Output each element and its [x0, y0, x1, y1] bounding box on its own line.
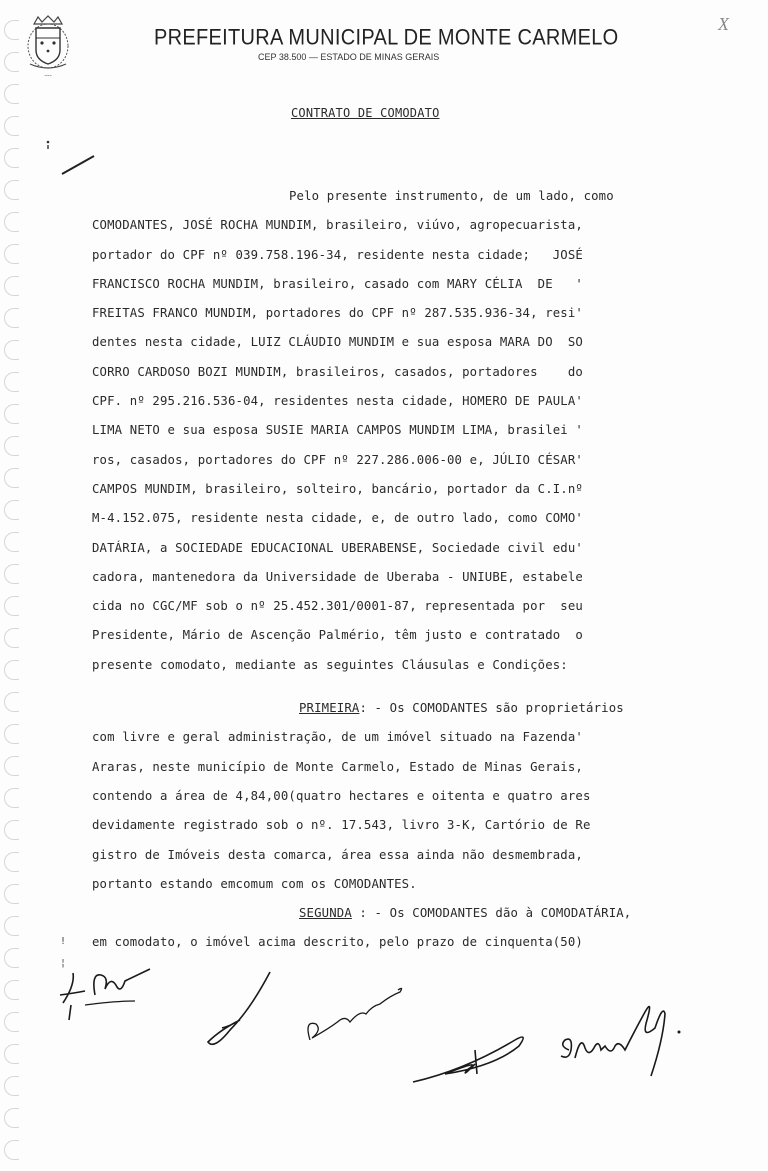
body-line: com livre e geral administração, de um imóvel situado na Fazenda'	[92, 730, 583, 745]
body-line: contendo a área de 4,84,00(quatro hectares e oitenta e quatro ares	[92, 788, 591, 803]
document-title: CONTRATO DE COMODATO	[291, 106, 440, 120]
signature-3	[300, 980, 410, 1050]
body-line: CAMPOS MUNDIM, brasileiro, solteiro, bancário, portador da C.I.nº	[92, 481, 583, 496]
body-line: ros, casados, portadores do CPF nº 227.286.006-00 e, JÚLIO CÉSAR'	[92, 452, 583, 467]
signature-4	[405, 1030, 535, 1090]
body-line: FREITAS FRANCO MUNDIM, portadores do CPF nº 287.535.936-34, resi'	[92, 306, 583, 321]
organization-name: PREFEITURA MUNICIPAL DE MONTE CARMELO	[154, 25, 619, 51]
svg-text:~~~: ~~~	[44, 73, 52, 78]
clause-segunda-heading	[92, 899, 692, 928]
margin-mark: ¦	[60, 958, 67, 969]
margin-mark-icon	[44, 140, 104, 180]
signature-5	[555, 1000, 705, 1100]
margin-mark: !	[60, 936, 67, 947]
body-line: FRANCISCO ROCHA MUNDIM, brasileiro, casado com MARY CÉLIA DE '	[92, 276, 583, 291]
clause-label: SEGUNDA	[299, 906, 352, 921]
body-line: cadora, mantenedora da Universidade de Uberaba - UNIUBE, estabele	[92, 569, 583, 584]
corner-mark: X	[718, 14, 729, 34]
body-line: portanto estando emcomum com os COMODANTES.	[92, 876, 417, 891]
body-line: dentes nesta cidade, LUIZ CLÁUDIO MUNDIM e sua esposa MARA DO SO	[92, 335, 583, 350]
body-line: M-4.152.075, residente nesta cidade, e, de outro lado, como COMO'	[92, 511, 583, 526]
clause-label: PRIMEIRA	[299, 701, 360, 716]
signature-1	[55, 965, 155, 1025]
body-line: Presidente, Mário de Ascenção Palmério, têm justo e contratado o	[92, 628, 583, 643]
body-line: em comodato, o imóvel acima descrito, pelo prazo de cinquenta(50)	[92, 935, 583, 950]
clause-text: : - Os COMODANTES são proprietários	[359, 701, 624, 716]
organization-subtitle: CEP 38.500 — ESTADO DE MINAS GERAIS	[258, 52, 440, 62]
signature-2	[200, 970, 280, 1050]
binder-holes	[4, 20, 24, 1172]
contract-body	[92, 182, 692, 958]
body-line: COMODANTES, JOSÉ ROCHA MUNDIM, brasileiro, viúvo, agropecuarista,	[92, 218, 583, 233]
body-line: gistro de Imóveis desta comarca, área essa ainda não desmembrada,	[92, 847, 583, 862]
body-line: portador do CPF nº 039.758.196-34, residente nesta cidade; JOSÉ	[92, 247, 583, 262]
body-line: devidamente registrado sob o nº. 17.543, livro 3-K, Cartório de Re	[92, 818, 591, 833]
body-line: Pelo presente instrumento, de um lado, como	[289, 189, 614, 203]
body-line: cida no CGC/MF sob o nº 25.452.301/0001-87, representada por seu	[92, 599, 583, 614]
body-line: CORRO CARDOSO BOZI MUNDIM, brasileiros, casados, portadores do	[92, 364, 583, 379]
body-line: presente comodato, mediante as seguintes Cláusulas e Condições:	[92, 657, 568, 672]
body-line: Araras, neste município de Monte Carmelo, Estado de Minas Gerais,	[92, 759, 583, 774]
body-line: DATÁRIA, a SOCIEDADE EDUCACIONAL UBERABENSE, Sociedade civil edu'	[92, 540, 583, 555]
body-line: LIMA NETO e sua esposa SUSIE MARIA CAMPOS MUNDIM LIMA, brasilei '	[92, 423, 583, 438]
coat-of-arms-icon	[26, 14, 70, 80]
body-line: CPF. nº 295.216.536-04, residentes nesta cidade, HOMERO DE PAULA'	[92, 394, 583, 409]
clause-primeira-heading	[92, 694, 692, 723]
clause-text: : - Os COMODANTES dão à COMODATÁRIA,	[351, 906, 632, 921]
